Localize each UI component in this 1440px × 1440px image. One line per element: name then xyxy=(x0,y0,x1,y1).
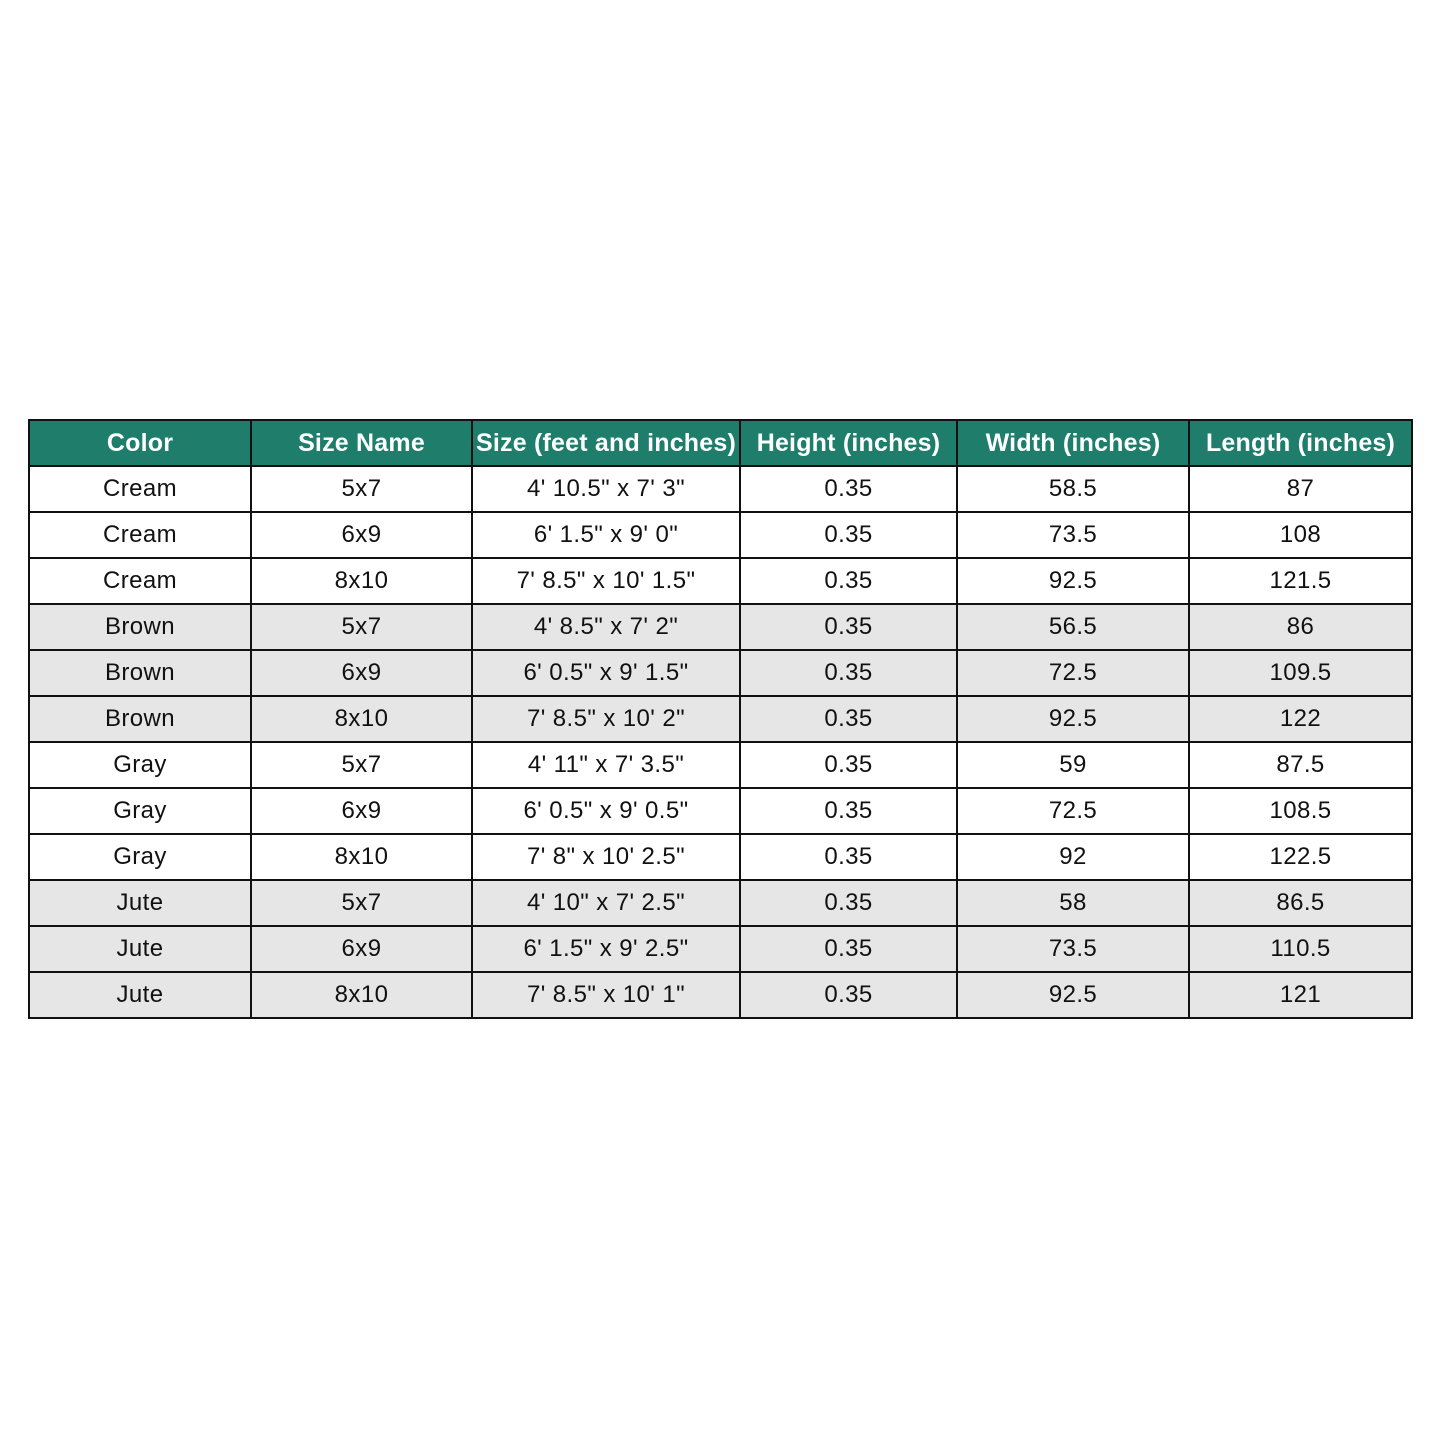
cell-size-name: 6x9 xyxy=(251,788,472,834)
cell-size-feet-inches: 7' 8.5" x 10' 1" xyxy=(472,972,740,1018)
table-row xyxy=(29,926,1412,972)
cell-color: Jute xyxy=(29,926,251,972)
cell-length: 110.5 xyxy=(1189,926,1412,972)
cell-color: Jute xyxy=(29,880,251,926)
table-row xyxy=(29,512,1412,558)
cell-color: Gray xyxy=(29,742,251,788)
cell-height: 0.35 xyxy=(740,880,957,926)
cell-color: Cream xyxy=(29,558,251,604)
cell-width: 73.5 xyxy=(957,926,1189,972)
cell-width: 59 xyxy=(957,742,1189,788)
cell-size-feet-inches: 6' 1.5" x 9' 0" xyxy=(472,512,740,558)
cell-color: Cream xyxy=(29,466,251,512)
table-row xyxy=(29,650,1412,696)
cell-color: Brown xyxy=(29,604,251,650)
table-row xyxy=(29,696,1412,742)
table-row xyxy=(29,742,1412,788)
cell-size-feet-inches: 6' 0.5" x 9' 0.5" xyxy=(472,788,740,834)
cell-width: 72.5 xyxy=(957,650,1189,696)
header-width: Width (inches) xyxy=(957,420,1189,466)
cell-size-name: 6x9 xyxy=(251,650,472,696)
cell-height: 0.35 xyxy=(740,604,957,650)
rug-size-table xyxy=(28,419,1413,1019)
table-row xyxy=(29,972,1412,1018)
cell-size-feet-inches: 6' 1.5" x 9' 2.5" xyxy=(472,926,740,972)
cell-width: 56.5 xyxy=(957,604,1189,650)
cell-height: 0.35 xyxy=(740,926,957,972)
header-size-name: Size Name xyxy=(251,420,472,466)
cell-color: Gray xyxy=(29,834,251,880)
cell-length: 121.5 xyxy=(1189,558,1412,604)
cell-size-feet-inches: 4' 11" x 7' 3.5" xyxy=(472,742,740,788)
cell-length: 108.5 xyxy=(1189,788,1412,834)
cell-width: 58 xyxy=(957,880,1189,926)
cell-length: 87 xyxy=(1189,466,1412,512)
cell-size-name: 5x7 xyxy=(251,604,472,650)
cell-height: 0.35 xyxy=(740,696,957,742)
cell-size-name: 8x10 xyxy=(251,834,472,880)
table-row xyxy=(29,834,1412,880)
cell-height: 0.35 xyxy=(740,650,957,696)
cell-height: 0.35 xyxy=(740,788,957,834)
cell-color: Brown xyxy=(29,650,251,696)
cell-length: 109.5 xyxy=(1189,650,1412,696)
cell-width: 58.5 xyxy=(957,466,1189,512)
cell-size-feet-inches: 7' 8" x 10' 2.5" xyxy=(472,834,740,880)
cell-width: 92.5 xyxy=(957,972,1189,1018)
table-row xyxy=(29,788,1412,834)
header-height: Height (inches) xyxy=(740,420,957,466)
cell-length: 87.5 xyxy=(1189,742,1412,788)
cell-color: Cream xyxy=(29,512,251,558)
table-header-row xyxy=(29,420,1412,466)
cell-height: 0.35 xyxy=(740,512,957,558)
table-row xyxy=(29,880,1412,926)
cell-height: 0.35 xyxy=(740,972,957,1018)
cell-size-feet-inches: 7' 8.5" x 10' 1.5" xyxy=(472,558,740,604)
cell-width: 92.5 xyxy=(957,558,1189,604)
cell-length: 122.5 xyxy=(1189,834,1412,880)
cell-length: 86.5 xyxy=(1189,880,1412,926)
header-length: Length (inches) xyxy=(1189,420,1412,466)
cell-size-name: 6x9 xyxy=(251,926,472,972)
table-row xyxy=(29,466,1412,512)
cell-width: 73.5 xyxy=(957,512,1189,558)
cell-length: 108 xyxy=(1189,512,1412,558)
cell-size-feet-inches: 4' 10" x 7' 2.5" xyxy=(472,880,740,926)
cell-size-feet-inches: 4' 8.5" x 7' 2" xyxy=(472,604,740,650)
cell-width: 72.5 xyxy=(957,788,1189,834)
header-size-feet-inches: Size (feet and inches) xyxy=(472,420,740,466)
cell-size-name: 8x10 xyxy=(251,558,472,604)
cell-size-name: 5x7 xyxy=(251,880,472,926)
cell-height: 0.35 xyxy=(740,558,957,604)
cell-height: 0.35 xyxy=(740,466,957,512)
cell-size-feet-inches: 4' 10.5" x 7' 3" xyxy=(472,466,740,512)
cell-size-name: 8x10 xyxy=(251,972,472,1018)
cell-width: 92.5 xyxy=(957,696,1189,742)
cell-length: 122 xyxy=(1189,696,1412,742)
cell-size-name: 5x7 xyxy=(251,742,472,788)
cell-width: 92 xyxy=(957,834,1189,880)
cell-size-feet-inches: 7' 8.5" x 10' 2" xyxy=(472,696,740,742)
cell-length: 121 xyxy=(1189,972,1412,1018)
cell-color: Brown xyxy=(29,696,251,742)
cell-color: Gray xyxy=(29,788,251,834)
cell-color: Jute xyxy=(29,972,251,1018)
table-body xyxy=(29,466,1412,1018)
cell-size-name: 8x10 xyxy=(251,696,472,742)
cell-size-name: 5x7 xyxy=(251,466,472,512)
header-color: Color xyxy=(29,420,251,466)
table-row xyxy=(29,558,1412,604)
cell-length: 86 xyxy=(1189,604,1412,650)
table-row xyxy=(29,604,1412,650)
cell-height: 0.35 xyxy=(740,834,957,880)
cell-size-feet-inches: 6' 0.5" x 9' 1.5" xyxy=(472,650,740,696)
cell-size-name: 6x9 xyxy=(251,512,472,558)
cell-height: 0.35 xyxy=(740,742,957,788)
